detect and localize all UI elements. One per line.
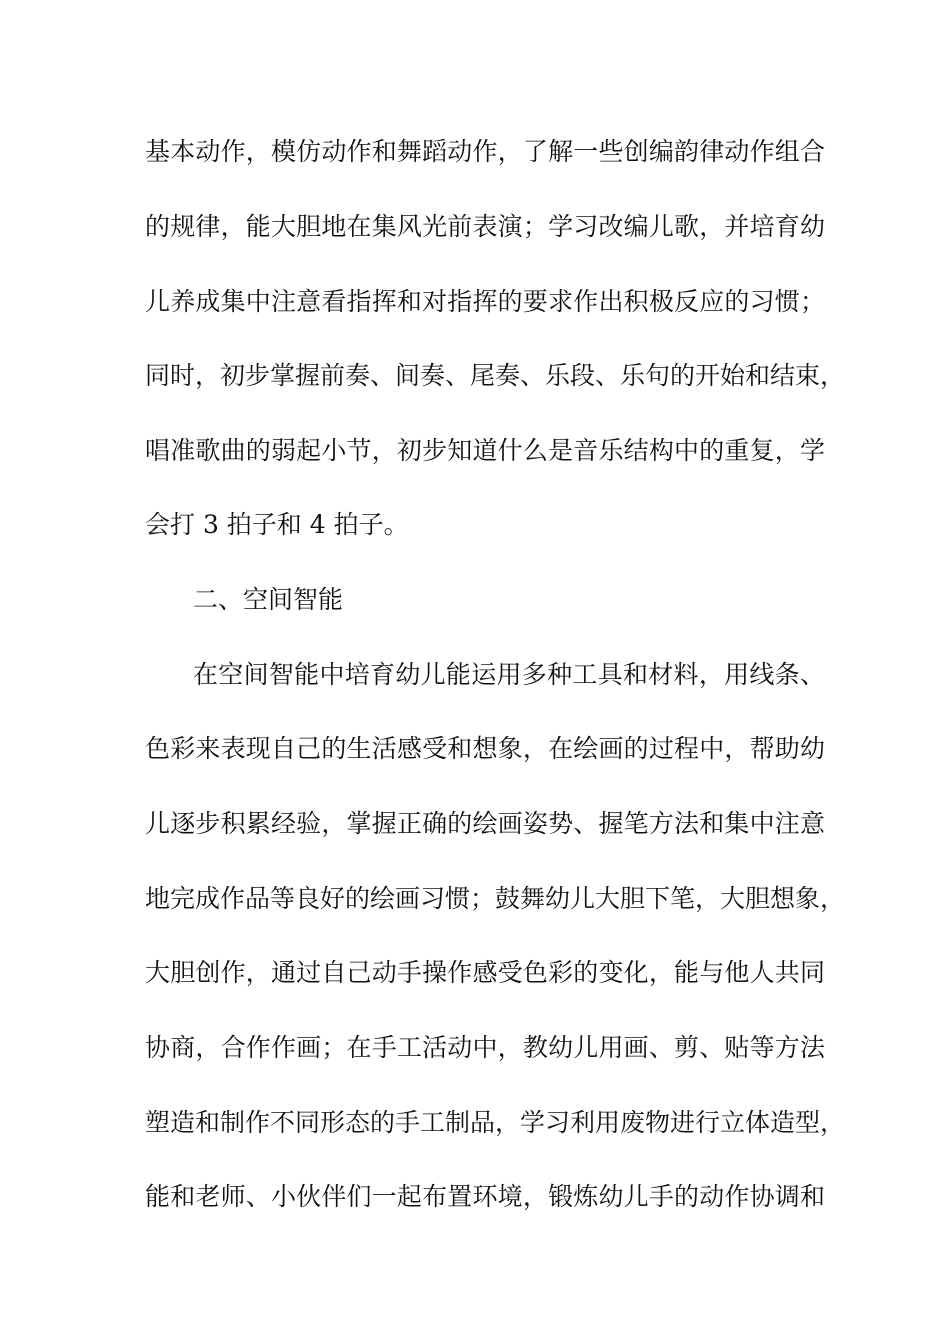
paragraph-line: 能和老师、小伙伴们一起布置环境，锻炼幼儿手的动作协调和: [145, 1182, 825, 1211]
paragraph-line: 色彩来表现自己的生活感受和想象，在绘画的过程中，帮助幼: [145, 734, 825, 763]
paragraph-line: 地完成作品等良好的绘画习惯；鼓舞幼儿大胆下笔，大胆想象，: [145, 884, 846, 913]
paragraph-line: 基本动作，模仿动作和舞蹈动作，了解一些创编韵律动作组合: [145, 137, 825, 166]
paragraph-line: 协商，合作作画；在手工活动中，教幼儿用画、剪、贴等方法: [145, 1033, 825, 1062]
paragraph-line: 会打 3 拍子和 4 拍子。: [145, 510, 409, 539]
paragraph-line: 唱准歌曲的弱起小节，初步知道什么是音乐结构中的重复，学: [145, 436, 825, 465]
paragraph-line: 的规律，能大胆地在集风光前表演；学习改编儿歌，并培育幼: [145, 212, 825, 241]
paragraph-line: 儿逐步积累经验，掌握正确的绘画姿势、握笔方法和集中注意: [145, 809, 825, 838]
paragraph-line: 同时，初步掌握前奏、间奏、尾奏、乐段、乐句的开始和结束，: [145, 361, 846, 390]
paragraph-line: 大胆创作，通过自己动手操作感受色彩的变化，能与他人共同: [145, 958, 825, 987]
section-heading: 二、空间智能: [193, 585, 344, 614]
paragraph-line: 儿养成集中注意看指挥和对指挥的要求作出积极反应的习惯；: [145, 287, 825, 316]
paragraph-line: 塑造和制作不同形态的手工制品，学习利用废物进行立体造型，: [145, 1108, 846, 1137]
paragraph-line: 在空间智能中培育幼儿能运用多种工具和材料，用线条、: [193, 660, 825, 689]
